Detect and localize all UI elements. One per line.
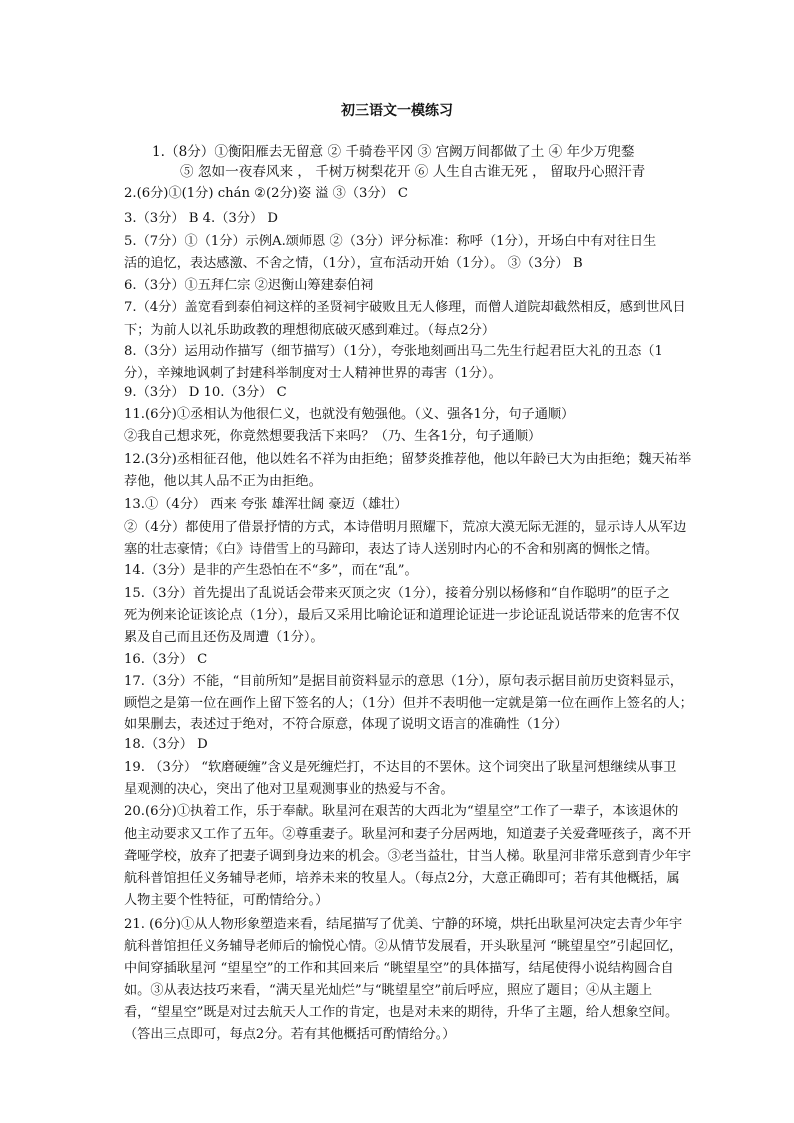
answer-line: 18.（3分） D	[124, 737, 208, 752]
answer-line: 12.(3分)丞相征召他，他以姓名不祥为由拒绝；留梦炎推荐他，他以年龄已大为由拒绝；魏天祐举	[124, 452, 692, 467]
answer-line: 19. （3分） “软磨硬缠”含义是死缠烂打，不达目的不罢休。这个词突出了耿星河想继续从事卫	[124, 760, 677, 775]
answer-line: 8.（3分）运用动作描写（细节描写）（1分），夸张地刻画出马二先生行起君臣大礼的丑态（1	[124, 344, 663, 359]
answer-line: 下；为前人以礼乐助政教的理想彻底破灭感到难过。（每点2分）	[124, 323, 496, 338]
answer-line: 7.（4分）盖宽看到泰伯祠这样的圣贤祠宇破败且无人修理，而僧人道院却截然相反，感到世风日	[124, 300, 686, 315]
answer-line: 15.（3分）首先提出了乱说话会带来灭顶之灾（1分），接着分别以杨修和“自作聪明”的臣子之	[124, 586, 670, 601]
answer-line: 看，“望星空”既是对过去航天人工作的肯定，也是对未来的期待，升华了主题，给人想象空间。	[124, 1005, 679, 1020]
answer-line: 分），辛辣地讽刺了封建科举制度对士人精神世界的毒害（1分）。	[124, 366, 502, 381]
answer-line: 聋哑学校，放弃了把妻子调到身边来的机会。③老当益壮，甘当人梯。耿星河非常乐意到青少年宇	[124, 849, 692, 864]
answer-line: 活的追忆，表达感激、不舍之情，（1分），宣布活动开始（1分）。 ③（3分） B	[124, 256, 583, 271]
answer-line: 16.（3分） C	[124, 652, 208, 667]
answer-line: 他主动要求又工作了五年。②尊重妻子。耿星河和妻子分居两地，知道妻子关爱聋哑孩子，离不开	[124, 827, 692, 842]
answer-line: ②我自己想求死，你竟然想要我活下来吗？（乃、生各1分，句子通顺）	[124, 429, 542, 444]
answer-line: 塞的壮志豪情；《白》诗借雪上的马蹄印，表达了诗人送别时内心的不舍和别离的惆怅之情。	[124, 542, 659, 557]
answer-line: 星观测的决心，突出了他对卫星观测事业的热爱与不舍。	[124, 782, 454, 797]
answer-line: 死为例来论证该论点（1分），最后又采用比喻论证和道理论证进一步论证乱说话带来的危害不仅	[124, 608, 680, 623]
answer-line: 顾恺之是第一位在画作上留下签名的人；（1分）但并不表明他一定就是第一位在画作上签名的人；	[124, 696, 693, 711]
answer-line: ⑤ 忽如一夜春风来 ， 千树万树梨花开 ⑥ 人生自古谁无死 ， 留取丹心照汗青	[180, 164, 646, 180]
answer-line: 3.（3分） B 4.（3分） D	[124, 211, 278, 226]
answer-line: 9.（3分） D 10.（3分） C	[124, 385, 287, 400]
answer-line: 11.(6分)①丞相认为他很仁义，也就没有勉强他。（义、强各1分，句子通顺）	[124, 407, 575, 422]
answer-line: 航科普馆担任义务辅导老师，培养未来的牧星人。（每点2分，大意正确即可；若有其他概括，属	[124, 871, 680, 886]
answer-line: 如。③从表达技巧来看，“满天星光灿烂”与“眺望星空”前后呼应，照应了题目；④从主题上	[124, 983, 653, 998]
answer-line: 5.（7分）①（1分）示例A.颂师恩 ②（3分）评分标准：称呼（1分），开场白中有对往日生	[124, 234, 657, 249]
answer-line: 13.①（4分） 西来 夸张 雄浑壮阔 豪迈（雄壮）	[124, 497, 408, 512]
page-title: 初三语文一模练习	[341, 103, 453, 119]
answer-line: 航科普馆担任义务辅导老师后的愉悦心情。②从情节发展看，开头耿星河 “眺望星空”引起回忆，	[124, 939, 683, 954]
answer-line: 20.(6分)①执着工作，乐于奉献。耿星河在艰苦的大西北为“望星空”工作了一辈子，本该退休的	[124, 804, 679, 819]
answer-line: 累及自己而且还伤及周遭（1分）。	[124, 630, 324, 645]
answer-line: 17.（3分）不能，“目前所知”是据目前资料显示的意思（1分），原句表示据目前历史资料显示，	[124, 674, 683, 689]
answer-line: 中间穿插耿星河 “望星空”的工作和其回来后 “眺望星空”的具体描写，结尾使得小说结构圆合自	[124, 961, 674, 976]
answer-line: 人物主要个性特征，可酌情给分。）	[124, 893, 329, 908]
answer-line: 2.(6分)①(1分) chán ②(2分)姿 溢 ③（3分） C	[124, 186, 408, 201]
answer-line: 1.（8分）①衡阳雁去无留意 ② 千骑卷平冈 ③ 宫阙万间都做了土 ④ 年少万兜鍪	[152, 144, 635, 160]
answer-line: ②（4分）都使用了借景抒情的方式，本诗借明月照耀下，荒凉大漠无际无涯的，显示诗人从军边	[124, 520, 687, 535]
answer-line: 荐他，他以其人品不正为由拒绝。	[124, 474, 322, 489]
answer-line: 21. (6分)①从人物形象塑造来看，结尾描写了优美、宁静的环境，烘托出耿星河决定去青少年宇	[124, 917, 683, 932]
answer-line: （答出三点即可，每点2分。若有其他概括可酌情给分。）	[124, 1027, 456, 1042]
answer-line: 14.（3分）是非的产生恐怕在不“多”，而在“乱”。	[124, 563, 418, 578]
answer-line: 6.（3分）①五拜仁宗 ②迟衡山筹建泰伯祠	[124, 278, 374, 293]
answer-line: 如果删去，表述过于绝对，不符合原意，体现了说明文语言的准确性（1分）	[124, 717, 568, 732]
